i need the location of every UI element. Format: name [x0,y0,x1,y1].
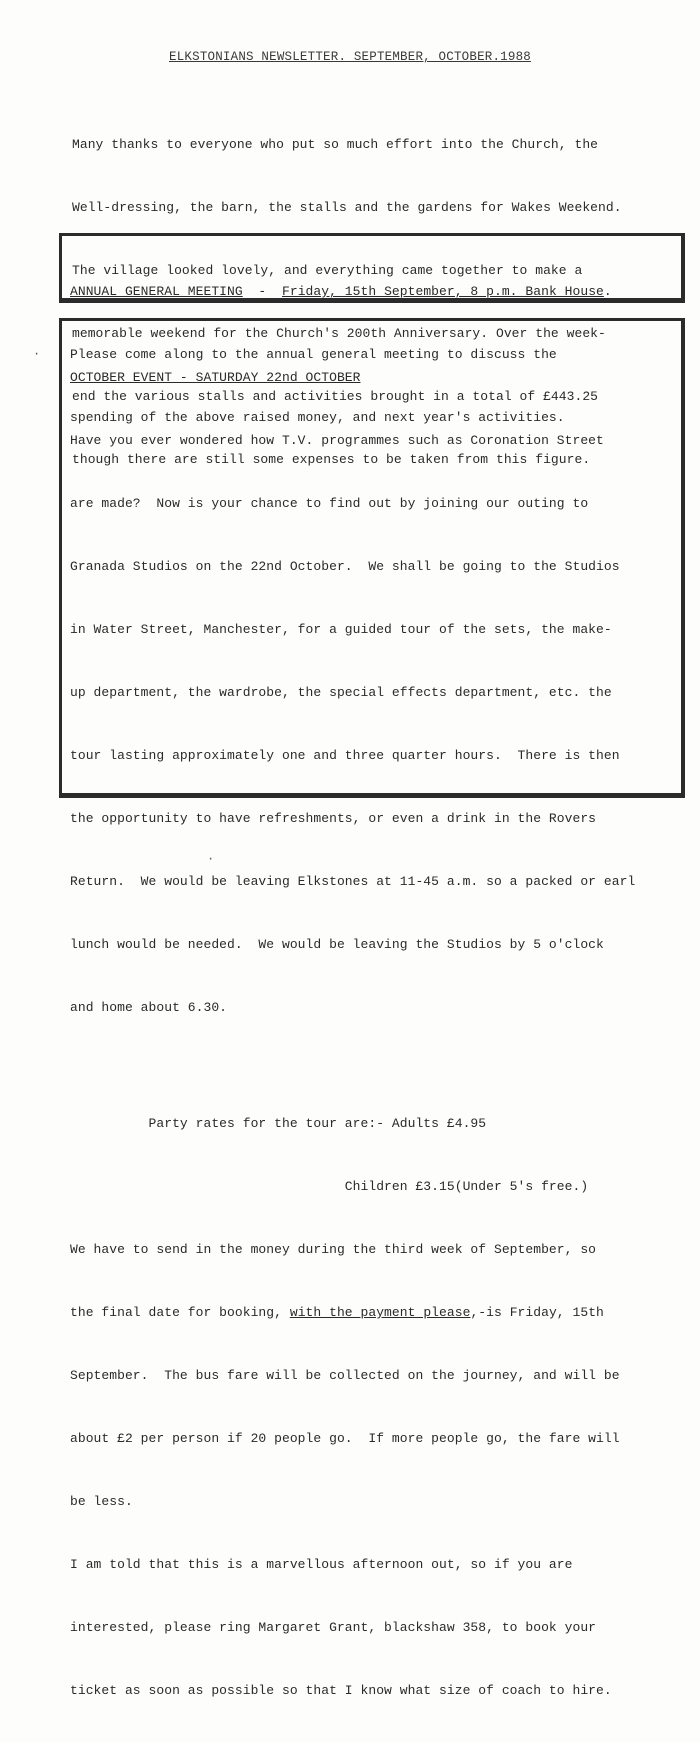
intro-line: Many thanks to everyone who put so much effort into the Church, the [72,137,599,152]
october-line: in Water Street, Manchester, for a guided tour of the sets, the make- [70,622,612,637]
october-line: Granada Studios on the 22nd October. We shall be going to the Studios [70,559,620,574]
agm-line: spending of the above raised money, and next year's activities. [70,410,565,425]
agm-heading: ANNUAL GENERAL MEETING [70,284,243,299]
agm-details: Friday, 15th September, 8 p.m. Bank House [282,284,604,299]
intro-line: memorable weekend for the Church's 200th Anniversary. Over the week- [72,326,606,341]
booking-pre: the final date for booking, [70,1305,290,1320]
payment-note: with the payment please [289,1305,471,1320]
newsletter-title: ELKSTONIANS NEWSLETTER. SEPTEMBER, OCTOBER.1988 [169,50,531,64]
october-line: the opportunity to have refreshments, or even a drink in the Rovers [70,811,597,826]
october-event-box [59,318,685,1698]
october-heading: OCTOBER EVENT - SATURDAY 22nd OCTOBER [70,370,361,385]
agm-separator: - [242,284,282,299]
agm-line: Please come along to the annual general meeting to discuss the [70,347,557,362]
october-line: about £2 per person if 20 people go. If more people go, the fare will [70,1431,620,1446]
october-line: Have you ever wondered how T.V. programmes such as Coronation Street [70,433,604,448]
october-line: ticket as soon as possible so that I know what size of coach to hire. [70,1683,612,1698]
october-text [70,325,670,1743]
october-line: be less. [70,1494,133,1509]
october-line: and home about 6.30. [70,1000,228,1015]
october-line: I am told that this is a marvellous afternoon out, so if you are [70,1557,573,1572]
october-line: We have to send in the money during the third week of September, so [70,1242,597,1257]
agm-end: . [603,284,612,299]
october-line: Return. We would be leaving Elkstones at 11-45 a.m. so a packed or earl [70,874,636,889]
october-line: interested, please ring Margaret Grant, blackshaw 358, to book your [70,1620,597,1635]
rates-children: Children £3.15(Under 5's free.) [70,1179,589,1194]
october-line: up department, the wardrobe, the special effects department, etc. the [70,685,612,700]
october-line: tour lasting approximately one and three quarter hours. There is then [70,748,620,763]
agm-heading-line [70,281,670,302]
october-line: are made? Now is your chance to find out by joining our outing to [70,496,589,511]
october-line: lunch would be needed. We would be leaving the Studios by 5 o'clock [70,937,604,952]
intro-line: The village looked lovely, and everything came together to make a [72,263,583,278]
intro-line: Well-dressing, the barn, the stalls and the gardens for Wakes Weekend. [72,200,622,215]
scan-speck: · [207,852,215,866]
booking-post: ,-is Friday, 15th [470,1305,604,1320]
scan-speck: · [33,347,41,361]
rates-adults: Party rates for the tour are:- Adults £4.95 [70,1116,487,1131]
booking-line [70,1302,670,1323]
october-line: September. The bus fare will be collected on the journey, and will be [70,1368,620,1383]
intro-line: end the various stalls and activities brought in a total of £443.25 [72,389,599,404]
intro-line: though there are still some expenses to be taken from this figure. [72,452,591,467]
